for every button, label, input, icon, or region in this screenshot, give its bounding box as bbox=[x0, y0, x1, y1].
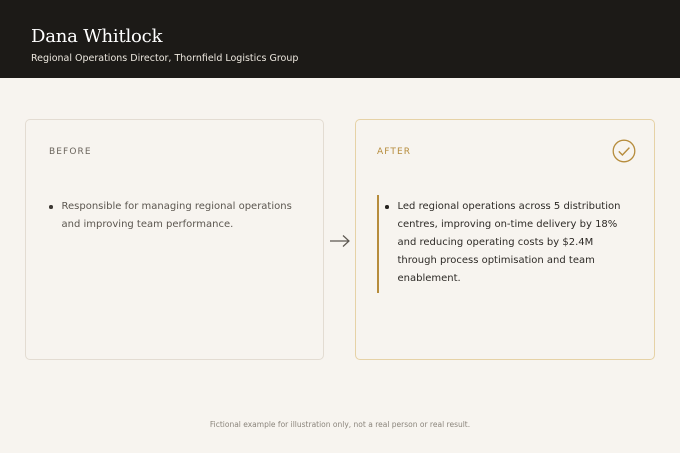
before-bullet-item bbox=[49, 198, 299, 234]
profile-header bbox=[0, 0, 680, 78]
arrow-right-icon bbox=[329, 234, 351, 248]
check-circle-icon bbox=[612, 139, 636, 163]
profile-role: Regional Operations Director, Thornfield Logistics Group bbox=[31, 53, 299, 64]
after-label: AFTER bbox=[377, 147, 412, 157]
after-bullet-item bbox=[377, 195, 627, 293]
profile-name: Dana Whitlock bbox=[31, 26, 163, 47]
bullet-dot-icon bbox=[385, 205, 389, 209]
bullet-dot-icon bbox=[49, 205, 53, 209]
before-card bbox=[25, 119, 324, 360]
before-bullet-text: Responsible for managing regional operations and improving team performance. bbox=[61, 201, 292, 230]
before-label: BEFORE bbox=[49, 147, 92, 157]
after-card bbox=[355, 119, 655, 360]
disclaimer-footer: Fictional example for illustration only, not a real person or real result. bbox=[209, 420, 471, 429]
after-bullet-text: Led regional operations across 5 distribution centres, improving on-time delivery by 18% and reducing operating costs by $2.4M through process optimisation and team enablement. bbox=[397, 201, 621, 284]
